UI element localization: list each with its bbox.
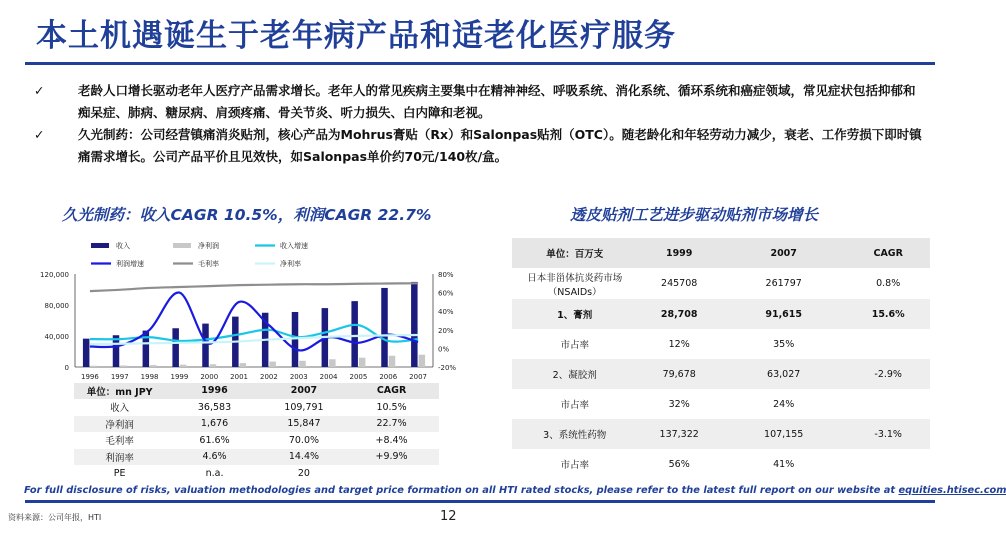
table-cell: 1、膏剂 [512, 299, 637, 329]
table-cell: 137,322 [637, 419, 721, 449]
bullet-text: 久光制药：公司经营镇痛消炎贴剂，核心产品为Mohrus膏贴（Rx）和Salonpas贴剂（OTC）。随老龄化和年轻劳动力减少，衰老、工作劳损下即时镇痛需求增长。公司产品平价且见效快，如Salonpas单价约70元/140枚/盒。 [78, 127, 922, 164]
bullet-item [34, 80, 924, 124]
table-cell: +9.9% [344, 449, 439, 466]
revenue-bar [143, 331, 150, 367]
y-left-tick-label: 0 [64, 364, 69, 372]
table-row [512, 329, 930, 359]
slide-title: 本土机遇诞生于老年病产品和适老化医疗服务 [36, 18, 676, 54]
table-cell: 3、系统性药物 [512, 419, 637, 449]
legend-net-profit-swatch [173, 243, 191, 248]
table-cell: 32% [668, 398, 690, 410]
table-cell: 市占率 [560, 460, 589, 471]
bullet-item [34, 124, 924, 168]
table-cell: 41% [773, 458, 795, 470]
table-cell: 36,583 [165, 399, 264, 416]
net-profit-bar [359, 358, 366, 367]
y-left-tick-label: 40,000 [44, 333, 69, 341]
table-cell: 24% [773, 398, 795, 410]
table-row [74, 416, 439, 433]
table-cell: 1,676 [165, 416, 264, 433]
table-cell: 市占率 [560, 340, 589, 351]
table-cell: -3.1% [846, 419, 930, 449]
net-profit-bar [389, 356, 396, 367]
table-cell: 20 [264, 465, 344, 482]
x-tick-label: 1997 [110, 373, 129, 381]
table-cell: 2、凝胶剂 [512, 359, 637, 389]
revenue-bar [202, 324, 209, 367]
table-cell: +8.4% [344, 432, 439, 449]
net-profit-bar [419, 355, 426, 367]
y-right-tick-label: 0% [438, 345, 450, 354]
table-cell: 63,027 [721, 359, 846, 389]
table-cell: 12% [668, 338, 690, 350]
table-row [74, 449, 439, 466]
table-row [74, 465, 439, 482]
table-row [512, 419, 930, 449]
table-cell: 91,615 [721, 299, 846, 329]
x-tick-label: 2001 [230, 373, 248, 381]
gross-margin-line [90, 283, 418, 291]
y-right-tick-label: 20% [438, 326, 454, 335]
table-cell: PE [74, 465, 165, 482]
table-cell: 70.0% [264, 432, 344, 449]
net-profit-bar [210, 364, 217, 367]
x-tick-label: 2005 [349, 373, 368, 381]
revenue-bar [172, 328, 179, 367]
x-tick-label: 2006 [379, 373, 398, 381]
y-left-tick-label: 120,000 [40, 271, 69, 279]
table-cell: 56% [668, 458, 690, 470]
footer-divider [25, 500, 935, 503]
x-tick-label: 1996 [81, 373, 99, 381]
table-header-cell: 2007 [264, 383, 344, 399]
table-cell: 245708 [661, 278, 698, 289]
table-header-cell: CAGR [846, 238, 930, 268]
table-header-row [74, 383, 439, 399]
x-tick-label: 2007 [409, 373, 427, 381]
table-row [512, 268, 930, 299]
source-note: 资料来源：公司年报，HTI [8, 513, 102, 522]
check-icon: ✓ [34, 83, 45, 98]
title-divider [25, 62, 935, 65]
website-link[interactable]: equities.htisec.com [898, 485, 1006, 496]
financial-summary-table [74, 383, 439, 482]
revenue-bar [351, 301, 358, 367]
table-row [512, 359, 930, 389]
table-cell: 261797 [765, 278, 802, 289]
legend-gross-margin-label: 毛利率 [198, 260, 219, 268]
right-subtitle: 透皮贴剂工艺进步驱动贴剂市场增长 [570, 206, 819, 224]
table-header-row [512, 238, 930, 268]
table-cell: 利润率 [74, 449, 165, 466]
table-cell: 15.6% [846, 299, 930, 329]
patch-market-table [512, 238, 930, 479]
table-cell: 日本非甾体抗炎药市场（NSAIDs） [527, 272, 623, 298]
table-cell: 107,155 [721, 419, 846, 449]
x-tick-label: 2002 [260, 373, 278, 381]
disclaimer-text: For full disclosure of risks, valuation methodologies and target price formation on all HTI rated stocks, please refer to the latest full report on our website at [24, 485, 899, 496]
y-right-tick-label: 80% [438, 271, 454, 279]
table-cell: 79,678 [637, 359, 721, 389]
net-profit-bar [90, 366, 97, 367]
net-profit-bar [120, 365, 127, 367]
y-right-tick-label: 60% [438, 289, 454, 298]
table-cell: 收入 [74, 399, 165, 416]
table-cell [846, 449, 930, 479]
table-row [74, 432, 439, 449]
table-cell: n.a. [165, 465, 264, 482]
legend-revenue-label: 收入 [116, 242, 130, 250]
legend-net-margin-label: 净利率 [280, 260, 301, 268]
table-cell: 4.6% [165, 449, 264, 466]
net-profit-bar [240, 363, 247, 367]
bullet-list [34, 80, 924, 168]
table-cell [344, 465, 439, 482]
table-cell: 毛利率 [74, 432, 165, 449]
net-profit-bar [329, 359, 336, 367]
x-tick-label: 1998 [140, 373, 159, 381]
legend-net-profit-label: 净利润 [198, 242, 219, 250]
table-cell: 0.8% [876, 278, 901, 289]
y-left-tick-label: 80,000 [44, 302, 69, 310]
table-header-cell: CAGR [344, 383, 439, 399]
bullet-text: 老龄人口增长驱动老年人医疗产品需求增长。老年人的常见疾病主要集中在精神神经、呼吸系统、消化系统、循环系统和癌症领域，常见症状包括抑郁和痴呆症、肺病、糖尿病、肩颈疼痛、骨关节炎、听力损失、白内障和老视。 [78, 83, 916, 120]
revenue-bar [411, 282, 418, 367]
legend-profit-growth-label: 利润增速 [116, 260, 144, 268]
net-profit-bar [269, 362, 276, 367]
table-cell: 15,847 [264, 416, 344, 433]
profit-growth-line [90, 292, 418, 350]
x-tick-label: 1999 [170, 373, 189, 381]
table-cell: 28,708 [637, 299, 721, 329]
net-profit-bar [180, 365, 187, 367]
legend-revenue-growth-label: 收入增速 [280, 242, 308, 250]
revenue-bar [381, 288, 388, 367]
table-cell: 61.6% [165, 432, 264, 449]
table-cell [846, 329, 930, 359]
legend-revenue-swatch [91, 243, 109, 248]
y-right-tick-label: 40% [438, 308, 454, 317]
table-header-cell: 单位：mn JPY [74, 383, 165, 399]
table-cell: 净利润 [74, 416, 165, 433]
table-header-cell: 单位：百万支 [512, 238, 637, 268]
table-cell: -2.9% [846, 359, 930, 389]
check-icon: ✓ [34, 127, 45, 142]
table-cell: 14.4% [264, 449, 344, 466]
table-row [74, 399, 439, 416]
revenue-bar [83, 339, 90, 367]
x-tick-label: 2003 [289, 373, 308, 381]
net-profit-bar [299, 361, 306, 367]
revenue-profit-chart [33, 236, 457, 383]
table-row [512, 449, 930, 479]
table-cell: 35% [773, 338, 795, 350]
table-header-cell: 1996 [165, 383, 264, 399]
table-cell: 市占率 [560, 400, 589, 411]
table-header-cell: 1999 [637, 238, 721, 268]
x-tick-label: 2004 [319, 373, 338, 381]
table-row [512, 389, 930, 419]
disclaimer [24, 485, 1006, 496]
table-row [512, 299, 930, 329]
table-cell: 22.7% [344, 416, 439, 433]
net-profit-bar [150, 365, 157, 367]
table-cell: 10.5% [344, 399, 439, 416]
left-subtitle: 久光制药：收入CAGR 10.5%，利润CAGR 22.7% [62, 206, 432, 224]
table-cell: 109,791 [264, 399, 344, 416]
table-cell [846, 389, 930, 419]
table-header-cell: 2007 [721, 238, 846, 268]
y-right-tick-label: -20% [438, 364, 457, 372]
x-tick-label: 2000 [200, 373, 219, 381]
page-number: 12 [440, 509, 457, 524]
